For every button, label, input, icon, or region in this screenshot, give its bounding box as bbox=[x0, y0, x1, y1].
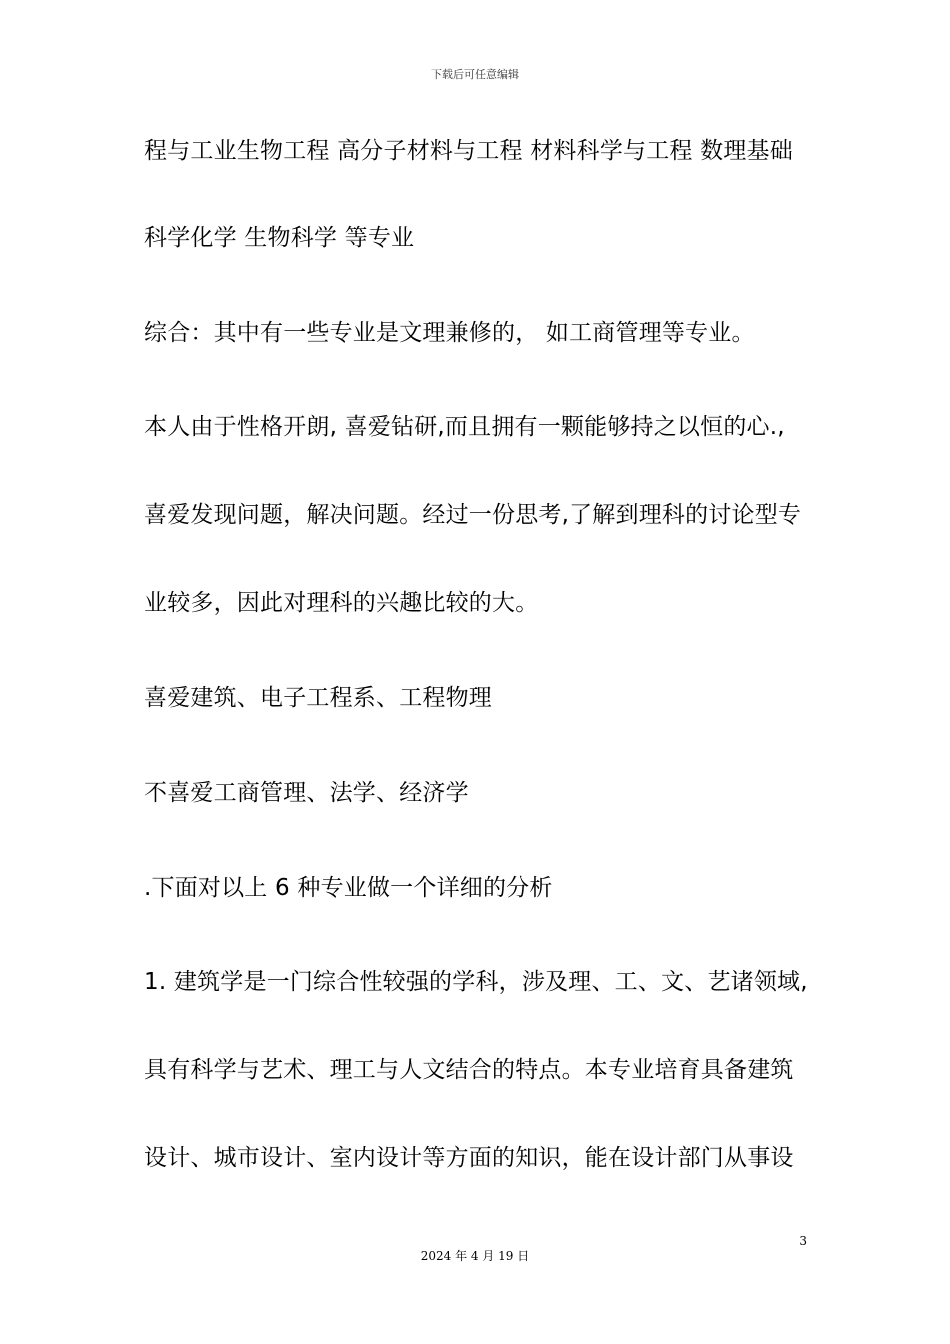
page-header-note: 下载后可任意编辑 bbox=[431, 68, 519, 81]
text-line-4: 本人由于性格开朗, 喜爱钻研,而且拥有一颗能够持之以恒的心., bbox=[144, 414, 785, 440]
text-line-1: 程与工业生物工程 高分子材料与工程 材料科学与工程 数理基础 bbox=[144, 138, 793, 164]
text-line-10: 1. 建筑学是一门综合性较强的学科，涉及理、工、文、艺诸领域, bbox=[144, 969, 808, 995]
text-line-5: 喜爱发现问题，解决问题。经过一份思考,了解到理科的讨论型专 bbox=[144, 502, 802, 528]
text-line-7: 喜爱建筑、电子工程系、工程物理 bbox=[144, 685, 492, 711]
text-line-9: .下面对以上 6 种专业做一个详细的分析 bbox=[144, 875, 553, 901]
page-number: 3 bbox=[799, 1234, 807, 1248]
text-line-8: 不喜爱工商管理、法学、经济学 bbox=[144, 780, 469, 806]
page-footer-date: 2024 年 4 月 19 日 bbox=[420, 1249, 530, 1263]
text-line-11: 具有科学与艺术、理工与人文结合的特点。本专业培育具备建筑 bbox=[144, 1057, 794, 1083]
text-line-2: 科学化学 生物科学 等专业 bbox=[144, 225, 415, 251]
text-line-6: 业较多，因此对理科的兴趣比较的大。 bbox=[144, 590, 539, 616]
text-line-12: 设计、城市设计、室内设计等方面的知识，能在设计部门从事设 bbox=[144, 1145, 794, 1171]
text-line-3: 综合：其中有一些专业是文理兼修的， 如工商管理等专业。 bbox=[144, 320, 755, 346]
